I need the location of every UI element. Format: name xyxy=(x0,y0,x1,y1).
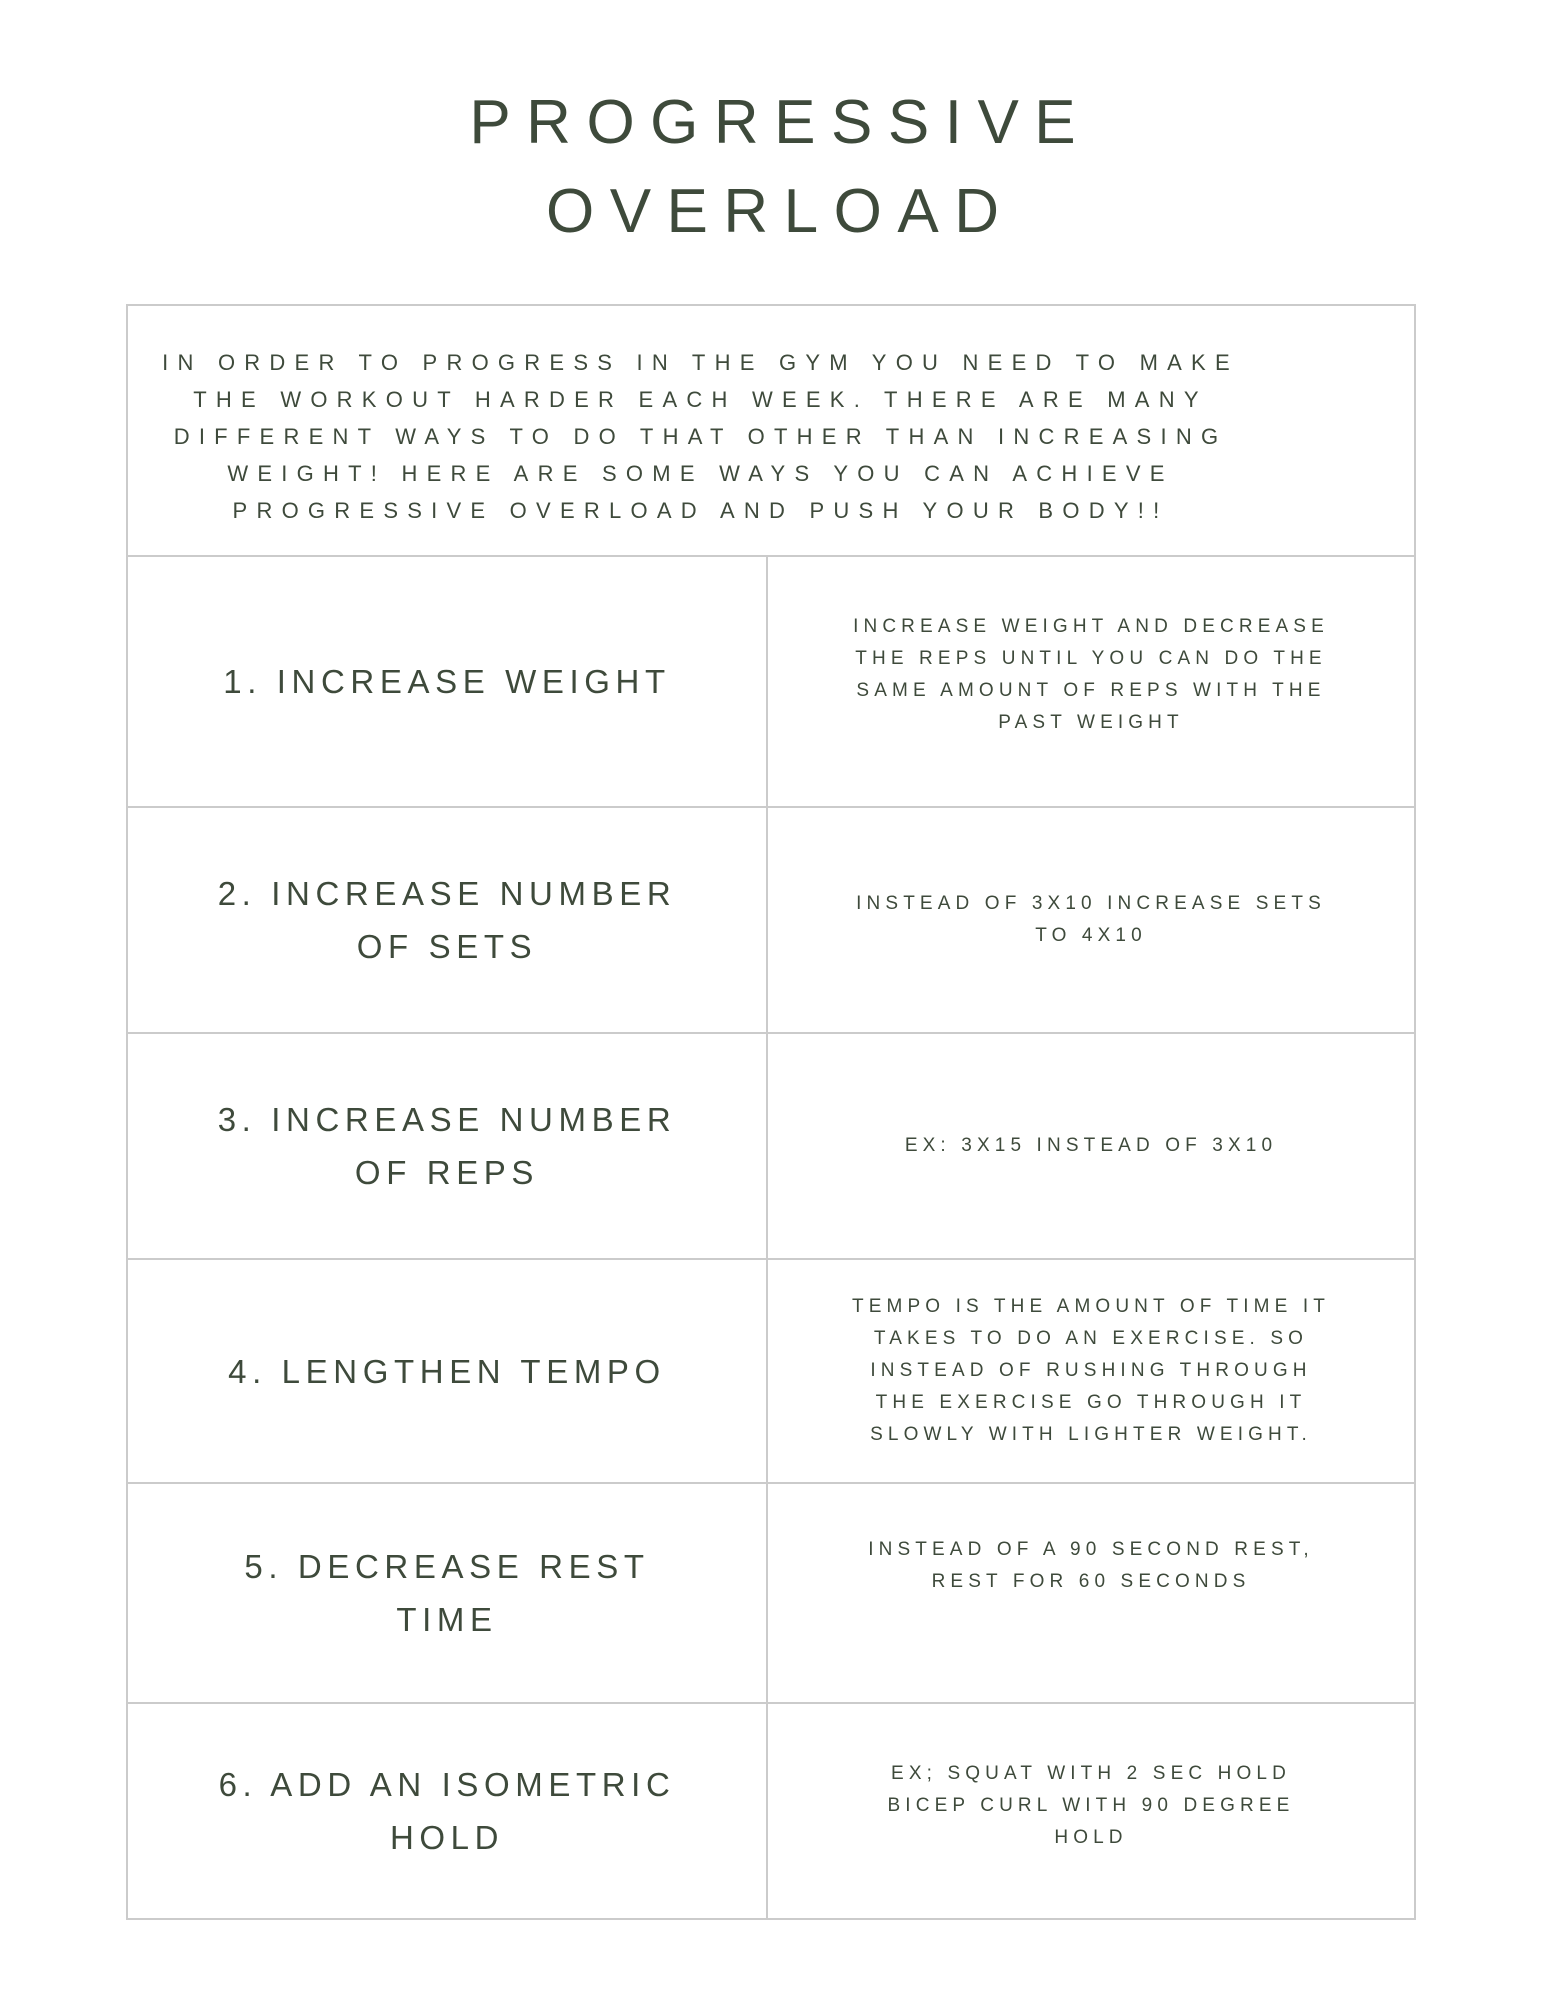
method-label xyxy=(128,1484,768,1702)
description-line: TAKES TO DO AN EXERCISE. SO xyxy=(873,1328,1309,1349)
method-label-line: TIME xyxy=(396,1601,498,1638)
table-row-decrease-rest xyxy=(128,1484,1414,1704)
table-row-increase-sets xyxy=(128,808,1414,1034)
description-line: BICEP CURL WITH 90 DEGREE xyxy=(887,1795,1295,1816)
description-line: REST FOR 60 SECONDS xyxy=(931,1571,1251,1592)
description-line: INSTEAD OF A 90 SECOND REST, xyxy=(868,1539,1314,1560)
method-description xyxy=(768,1704,1414,1918)
intro-text xyxy=(128,344,1273,529)
method-label-line: 2. INCREASE NUMBER xyxy=(217,875,677,912)
method-label xyxy=(128,808,768,1032)
method-label-line: OF SETS xyxy=(356,928,538,965)
description-line: PAST WEIGHT xyxy=(998,712,1184,733)
method-label xyxy=(128,1704,768,1918)
description-line: HOLD xyxy=(1054,1827,1128,1848)
description-line: TO 4X10 xyxy=(1035,925,1147,946)
method-label-line: 3. INCREASE NUMBER xyxy=(217,1101,677,1138)
table-row-increase-reps xyxy=(128,1034,1414,1260)
description-line: INCREASE WEIGHT AND DECREASE xyxy=(853,616,1329,637)
table-row-isometric-hold xyxy=(128,1704,1414,1918)
method-label xyxy=(128,1034,768,1258)
intro-line: IN ORDER TO PROGRESS IN THE GYM YOU NEED TO MAKE xyxy=(162,350,1239,375)
intro-line: THE WORKOUT HARDER EACH WEEK. THERE ARE MANY xyxy=(193,387,1208,412)
title-line: PROGRESSIVE xyxy=(469,88,1092,157)
method-label-line: 6. ADD AN ISOMETRIC xyxy=(218,1766,676,1803)
description-line: EX: 3X15 INSTEAD OF 3X10 xyxy=(904,1135,1278,1156)
method-label-line: HOLD xyxy=(389,1819,505,1856)
description-line: THE EXERCISE GO THROUGH IT xyxy=(875,1392,1307,1413)
intro-line: WEIGHT! HERE ARE SOME WAYS YOU CAN ACHIEVE xyxy=(227,461,1174,486)
description-line: SAME AMOUNT OF REPS WITH THE xyxy=(856,680,1326,701)
table-row-lengthen-tempo xyxy=(128,1260,1414,1484)
intro-line: PROGRESSIVE OVERLOAD AND PUSH YOUR BODY!! xyxy=(232,498,1169,523)
description-line: EX; SQUAT WITH 2 SEC HOLD xyxy=(891,1763,1291,1784)
intro-line: DIFFERENT WAYS TO DO THAT OTHER THAN INCREASING xyxy=(173,424,1228,449)
description-line: INSTEAD OF 3X10 INCREASE SETS xyxy=(856,893,1326,914)
method-description xyxy=(768,1034,1414,1258)
intro-box xyxy=(128,306,1414,557)
title-line: OVERLOAD xyxy=(545,177,1015,246)
table-row-increase-weight xyxy=(128,557,1414,808)
method-label-line: OF REPS xyxy=(354,1154,540,1191)
overload-table xyxy=(126,304,1416,1920)
method-description xyxy=(768,808,1414,1032)
description-line: TEMPO IS THE AMOUNT OF TIME IT xyxy=(852,1296,1330,1317)
method-label-line: 4. LENGTHEN TEMPO xyxy=(228,1352,666,1390)
method-description xyxy=(768,1260,1414,1482)
description-line: INSTEAD OF RUSHING THROUGH xyxy=(870,1360,1312,1381)
method-label xyxy=(128,557,768,806)
method-label xyxy=(128,1260,768,1482)
description-line: SLOWLY WITH LIGHTER WEIGHT. xyxy=(870,1424,1312,1445)
method-description xyxy=(768,1484,1414,1702)
method-description xyxy=(768,557,1414,806)
page-title xyxy=(0,78,1545,256)
description-line: THE REPS UNTIL YOU CAN DO THE xyxy=(855,648,1327,669)
method-label-line: 1. INCREASE WEIGHT xyxy=(223,663,671,700)
method-label-line: 5. DECREASE REST xyxy=(244,1548,650,1585)
